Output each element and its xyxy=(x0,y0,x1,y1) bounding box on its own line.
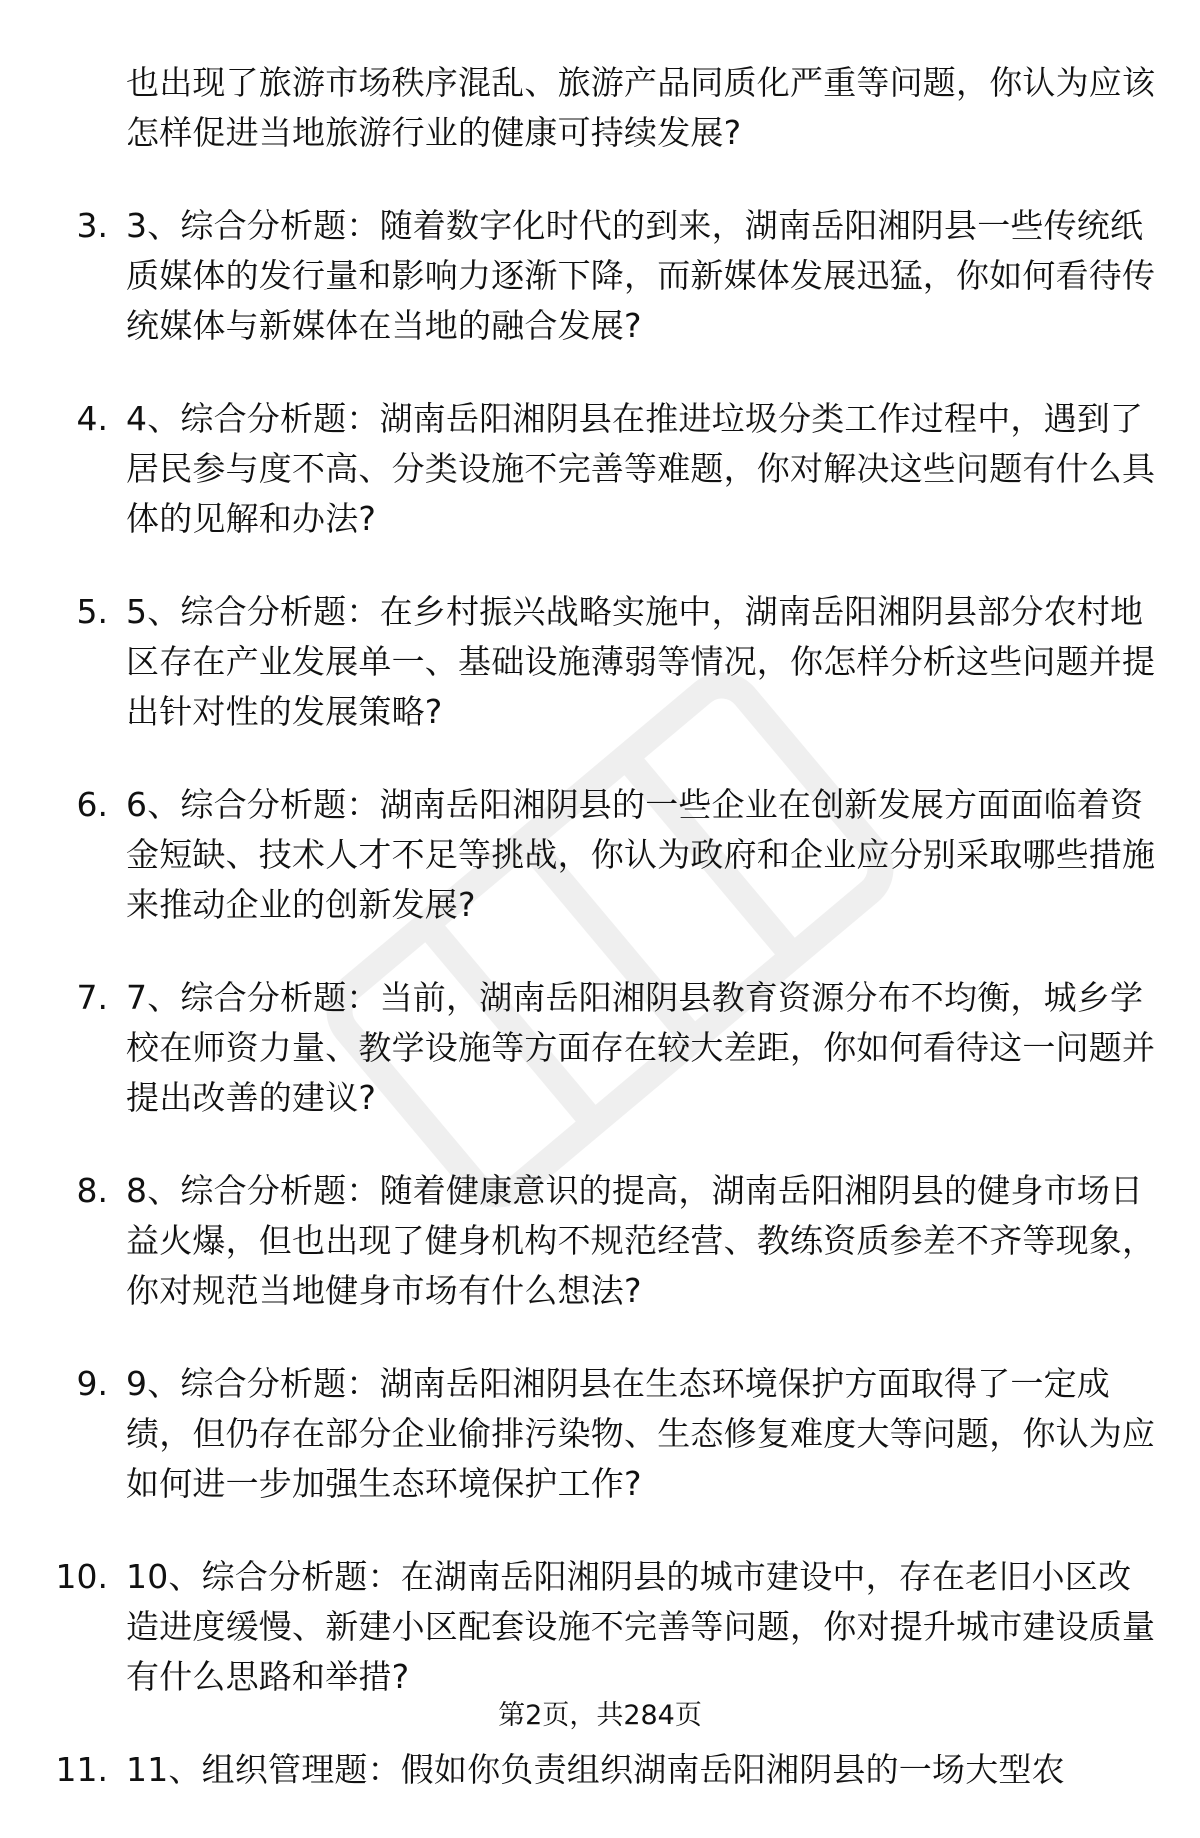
continuation-text: 也出现了旅游市场秩序混乱、旅游产品同质化严重等问题，你认为应该怎样促进当地旅游行业的健康可持续发展? xyxy=(126,63,1156,152)
list-item xyxy=(0,1166,1200,1316)
page-footer: 第2页，共284页 xyxy=(498,1700,702,1731)
item-text: 10、综合分析题：在湖南岳阳湘阴县的城市建设中，存在老旧小区改造进度缓慢、新建小区配套设施不完善等问题，你对提升城市建设质量有什么思路和举措? xyxy=(126,1557,1156,1696)
list-item xyxy=(0,1745,1200,1795)
list-item xyxy=(0,780,1200,930)
list-item xyxy=(0,394,1200,544)
list-item xyxy=(0,1552,1200,1702)
item-number: 8. xyxy=(76,1171,108,1210)
question-list xyxy=(0,58,1200,1838)
item-text: 5、综合分析题：在乡村振兴战略实施中，湖南岳阳湘阴县部分农村地区存在产业发展单一、基础设施薄弱等情况，你怎样分析这些问题并提出针对性的发展策略? xyxy=(126,592,1156,731)
item-number: 7. xyxy=(76,978,108,1017)
item-text: 9、综合分析题：湖南岳阳湘阴县在生态环境保护方面取得了一定成绩，但仍存在部分企业偷排污染物、生态修复难度大等问题，你认为应如何进一步加强生态环境保护工作? xyxy=(126,1364,1156,1503)
item-number: 3. xyxy=(76,206,108,245)
list-item xyxy=(0,201,1200,351)
list-item xyxy=(0,973,1200,1123)
item-number: 10. xyxy=(55,1557,108,1596)
item-number: 5. xyxy=(76,592,108,631)
list-item xyxy=(0,587,1200,737)
item-number: 9. xyxy=(76,1364,108,1403)
item-number: 6. xyxy=(76,785,108,824)
item-text: 4、综合分析题：湖南岳阳湘阴县在推进垃圾分类工作过程中，遇到了居民参与度不高、分类设施不完善等难题，你对解决这些问题有什么具体的见解和办法? xyxy=(126,399,1156,538)
item-text: 6、综合分析题：湖南岳阳湘阴县的一些企业在创新发展方面面临着资金短缺、技术人才不足等挑战，你认为政府和企业应分别采取哪些措施来推动企业的创新发展? xyxy=(126,785,1156,924)
continuation-paragraph xyxy=(0,58,1200,158)
list-item xyxy=(0,1359,1200,1509)
item-text: 3、综合分析题：随着数字化时代的到来，湖南岳阳湘阴县一些传统纸质媒体的发行量和影响力逐渐下降，而新媒体发展迅猛，你如何看待传统媒体与新媒体在当地的融合发展? xyxy=(126,206,1156,345)
item-number: 4. xyxy=(76,399,108,438)
item-text: 7、综合分析题：当前，湖南岳阳湘阴县教育资源分布不均衡，城乡学校在师资力量、教学设施等方面存在较大差距，你如何看待这一问题并提出改善的建议? xyxy=(126,978,1156,1117)
item-number: 11. xyxy=(55,1750,108,1789)
item-text: 8、综合分析题：随着健康意识的提高，湖南岳阳湘阴县的健身市场日益火爆，但也出现了健身机构不规范经营、教练资质参差不齐等现象，你对规范当地健身市场有什么想法? xyxy=(126,1171,1156,1310)
item-text: 11、组织管理题：假如你负责组织湖南岳阳湘阴县的一场大型农 xyxy=(126,1750,1065,1789)
